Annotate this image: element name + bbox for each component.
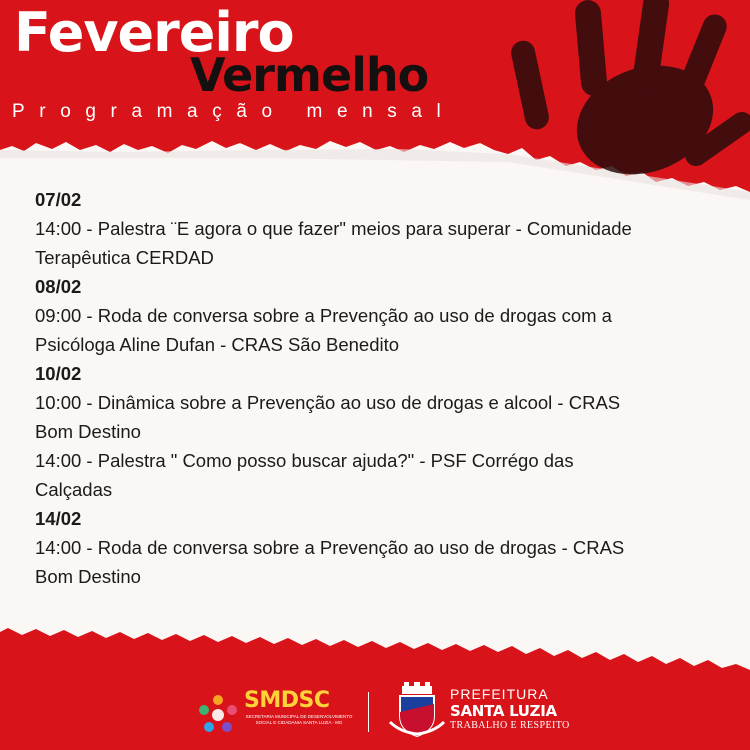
footer — [0, 676, 750, 750]
footer-divider — [368, 692, 369, 732]
schedule-day — [35, 359, 717, 504]
date-label: 07/02 — [35, 189, 82, 210]
smdsc-logo — [196, 690, 352, 736]
event-line: Bom Destino — [35, 421, 141, 442]
event-line: Bom Destino — [35, 566, 141, 587]
event-line: Psicóloga Aline Dufan - CRAS São Benedito — [35, 334, 400, 355]
smdsc-subtitle: SECRETARIA MUNICIPAL DE DESENVOLVIMENTO SOCIAL E CIDADANIA SANTA LUZIA - MG — [245, 714, 353, 725]
title-vermelho: Vermelho — [190, 48, 429, 102]
subtitle: Programação mensal — [12, 101, 456, 122]
event-line: 14:00 - Palestra " Como posso buscar ajuda?" - PSF Corrégo das — [35, 450, 574, 471]
city-name: SANTA LUZIA — [450, 702, 557, 720]
people-circle-icon — [196, 692, 240, 736]
date-label: 10/02 — [35, 363, 82, 384]
schedule-day — [35, 185, 717, 272]
schedule — [35, 185, 717, 591]
event-line: 09:00 - Roda de conversa sobre a Prevenção ao uso de drogas com a — [35, 305, 612, 326]
prefeitura-label: PREFEITURA — [450, 686, 549, 702]
prefeitura-logo — [384, 682, 570, 742]
city-crest-icon — [388, 682, 446, 740]
title-fevereiro: Fevereiro — [14, 1, 294, 64]
date-label: 08/02 — [35, 276, 82, 297]
schedule-day — [35, 272, 717, 359]
smdsc-wordmark: SMDSC — [244, 688, 330, 713]
event-line: Terapêutica CERDAD — [35, 247, 214, 268]
schedule-day — [35, 504, 717, 591]
event-line: Calçadas — [35, 479, 113, 500]
date-label: 14/02 — [35, 508, 82, 529]
city-motto: TRABALHO E RESPEITO — [450, 720, 570, 731]
event-line: 10:00 - Dinâmica sobre a Prevenção ao uso de drogas e alcool - CRAS — [35, 392, 621, 413]
event-line: 14:00 - Palestra ¨E agora o que fazer" meios para superar - Comunidade — [35, 218, 632, 239]
event-line: 14:00 - Roda de conversa sobre a Prevenção ao uso de drogas - CRAS — [35, 537, 625, 558]
